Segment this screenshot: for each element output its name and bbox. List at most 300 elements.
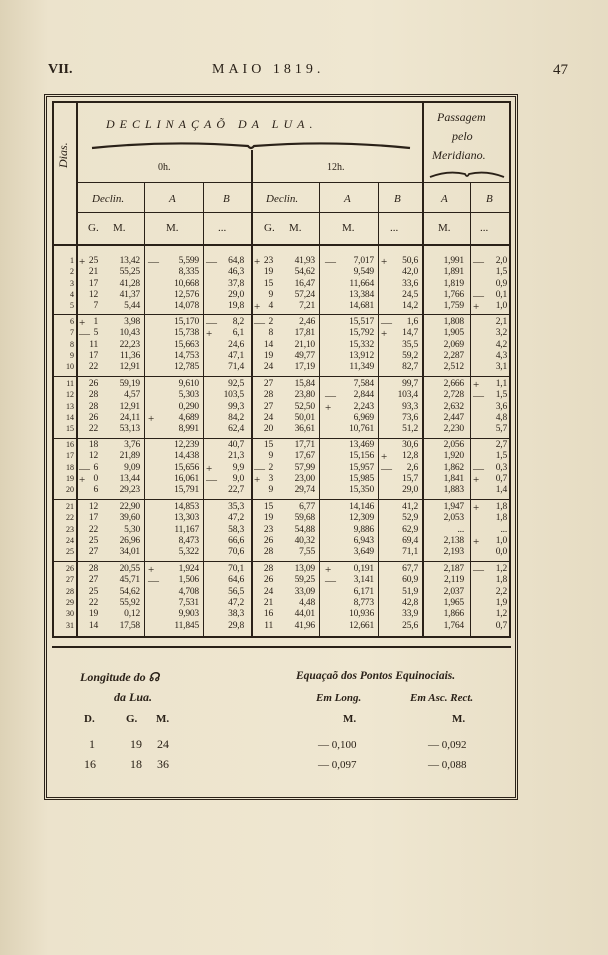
cell-a0: 7,531 [178,597,199,608]
cell-a0: 11,167 [174,524,199,535]
cell-a0: 13,303 [174,513,199,524]
cell-m1: 39,60 [119,513,140,524]
cell-a0: 5,303 [178,390,199,401]
cell-m2: 52,50 [294,401,315,412]
cell-sa12: — [325,575,336,588]
cell-b0: 9,9 [232,462,244,473]
cell-b12: 59,2 [402,350,418,361]
lon-header-g: G. [126,713,138,725]
cell-pa: 1,866 [443,609,464,620]
cell-a0: 4,708 [178,586,199,597]
cell-g2: 9 [268,451,273,462]
cell-pa: 2,069 [443,339,464,350]
cell-days: 31 [66,620,74,630]
unit-a-pass: M. [438,222,451,234]
cell-m2: 44,01 [294,609,315,620]
cell-b0: 47,1 [228,350,244,361]
col-b-pass: B [486,193,493,205]
cell-g2: 15 [263,278,273,289]
cell-a12: 0,191 [353,564,374,574]
cell-a12: 6,171 [353,586,374,597]
cell-b12: 60,9 [402,575,418,586]
cell-pb: 4,2 [495,339,507,350]
cell-a12: 14,146 [349,502,374,512]
cell-pb: 0,9 [495,278,507,289]
cell-sb0: — [206,317,217,329]
cell-pb: 1,0 [495,535,507,546]
cell-a0: 14,438 [174,451,199,462]
cell-a0: 8,335 [178,267,199,278]
cell-days: 24 [66,535,74,545]
cell-pa: 2,230 [443,424,464,435]
cell-pb: 1,5 [495,390,507,401]
cell-spb: — [473,390,484,403]
cell-m2: 7,21 [299,301,315,312]
cell-b12: 30,6 [402,440,418,450]
cell-g2: 24 [263,586,273,597]
cell-b0: 99,3 [228,401,244,412]
cell-b12: 51,2 [402,424,418,435]
cell-a0: 5,599 [178,256,199,266]
cell-sign2: — [254,317,265,329]
cell-g1: 22 [88,424,98,435]
cell-m1: 12,91 [119,362,140,373]
eq-row-2-asc: — 0,088 [428,759,467,771]
cell-pa: 2,728 [443,390,464,401]
cell-g2: 16 [263,609,273,620]
cell-m2: 54,88 [294,524,315,535]
cell-g2: 28 [263,564,273,574]
cell-g2: 15 [263,502,273,512]
cell-g1: 28 [88,564,98,574]
cell-pa: 2,138 [443,535,464,546]
cell-b0: 62,4 [228,424,244,435]
cell-days: 29 [66,597,74,607]
cell-g2: 23 [263,524,273,535]
cell-m1: 41,28 [119,278,140,289]
page-number: 47 [553,62,568,78]
cell-pa: 1,862 [443,462,464,473]
cell-pb: 5,7 [495,424,507,435]
cell-pa: 1,841 [443,473,464,484]
cell-g1: 25 [88,256,98,266]
cell-b0: 9,0 [232,473,244,484]
cell-a12: 10,761 [349,424,374,435]
cell-m1: 55,25 [119,267,140,278]
cell-m2: 36,61 [294,424,315,435]
cell-g2: 23 [263,256,273,266]
cell-b12: 50,6 [402,256,418,266]
cell-pa: 2,447 [443,412,464,423]
cell-sa0: — [148,575,159,588]
cell-m2: 57,24 [294,289,315,300]
cell-g2: 27 [263,401,273,412]
cell-m1: 26,96 [119,535,140,546]
unit-b-pass: ... [480,222,489,234]
cell-m2: 17,19 [294,362,315,373]
cell-a12: 15,517 [349,317,374,327]
cell-a12: 13,469 [349,440,374,450]
cell-b12: 14,7 [402,328,418,339]
cell-b12: 25,6 [402,620,418,631]
cell-a12: 6,943 [353,535,374,546]
cell-a12: 7,584 [353,379,374,389]
cell-m2: 41,96 [294,620,315,631]
cell-pa: 2,056 [443,440,464,450]
cell-a0: 8,991 [178,424,199,435]
cell-spb: — [473,564,484,576]
cell-a12: 3,649 [353,547,374,558]
cell-days: 11 [66,379,74,388]
passage-title-2: pelo [452,129,473,143]
cell-m2: 15,84 [294,379,315,389]
cell-m2: 7,55 [299,547,315,558]
cell-pb: 2,2 [495,586,507,597]
cell-a0: 9,610 [178,379,199,389]
cell-g1: 12 [88,502,98,512]
cell-days: 20 [66,485,74,495]
cell-a12: 13,384 [349,289,374,300]
cell-days: 27 [66,575,74,585]
cell-pb: 0,0 [495,547,507,558]
cell-m1: 34,01 [119,547,140,558]
cell-a12: 2,844 [353,390,374,401]
cell-a0: 5,322 [178,547,199,558]
cell-g2: 4 [268,301,273,312]
cell-a0: 15,170 [174,317,199,327]
cell-pb: 1,9 [495,597,507,608]
passage-title-3: Meridiano. [432,148,486,162]
cell-b12: 99,7 [402,379,418,389]
cell-m2: 16,47 [294,278,315,289]
cell-b12: 103,4 [397,390,418,401]
cell-g2: 26 [263,535,273,546]
cell-pa: 1,759 [443,301,464,312]
cell-g2: 15 [263,440,273,450]
cell-m1: 3,98 [124,317,140,327]
running-header [48,62,568,82]
cell-a0: 14,078 [174,301,199,312]
cell-m2: 29,74 [294,485,315,496]
cell-pa: 1,764 [443,620,464,631]
cell-m2: 50,01 [294,412,315,423]
cell-g1: 26 [88,412,98,423]
cell-sb0: — [206,473,217,486]
cell-b12: 51,9 [402,586,418,597]
cell-m1: 5,44 [124,301,140,312]
cell-days: 7 [70,328,74,338]
unit-b-0: ... [218,222,227,234]
cell-a0: 10,668 [174,278,199,289]
cell-sign2: + [254,301,261,314]
cell-sb0: + [206,328,213,341]
cell-b0: 92,5 [228,379,244,389]
cell-a0: 1,924 [178,564,199,574]
cell-g1: 19 [88,609,98,620]
cell-b0: 35,3 [228,502,244,512]
cell-a0: 15,663 [174,339,199,350]
cell-m2: 59,25 [294,575,315,586]
cell-b12: 24,5 [402,289,418,300]
cell-b12: 35,5 [402,339,418,350]
col-b-0: B [223,193,230,205]
cell-days: 18 [66,462,74,472]
cell-g1: 22 [88,362,98,373]
cell-pa: 1,947 [443,502,464,512]
cell-b0: 103,5 [223,390,244,401]
cell-b0: 22,7 [228,485,244,496]
cell-pa: 1,905 [443,328,464,339]
cell-b0: 84,2 [228,412,244,423]
cell-a0: 0,290 [178,401,199,412]
cell-a0: 15,791 [174,485,199,496]
cell-spb: — [473,462,484,475]
cell-b12: 41,2 [402,502,418,512]
cell-g1: 17 [88,513,98,524]
cell-days: 16 [66,440,74,449]
cell-m2: 33,09 [294,586,315,597]
cell-pa: 2,632 [443,401,464,412]
cell-pb: 4,3 [495,350,507,361]
cell-b0: 6,1 [232,328,244,339]
cell-a0: 12,239 [174,440,199,450]
cell-m1: 11,36 [119,350,140,361]
cell-a12: 9,886 [353,524,374,535]
cell-b12: 1,6 [406,317,418,327]
cell-sa0: + [148,412,155,425]
cell-pb: 3,1 [495,362,507,373]
cell-pb: 1,5 [495,267,507,278]
eq-row-1-asc: — 0,092 [428,739,467,751]
cell-m1: 55,92 [119,597,140,608]
cell-b12: 14,2 [402,301,418,312]
cell-a0: 11,845 [174,620,199,631]
cell-a0: 1,506 [178,575,199,586]
cell-m2: 4,48 [299,597,315,608]
cell-m2: 21,10 [294,339,315,350]
cell-m1: 9,09 [124,462,140,473]
cell-sign1: — [79,328,90,341]
cell-a12: 15,792 [349,328,374,339]
cell-days: 12 [66,390,74,400]
cell-m1: 59,19 [119,379,140,389]
cell-m1: 17,58 [119,620,140,631]
cell-days: 26 [66,564,74,573]
cell-sign1: — [79,462,90,475]
col-declin-12: Declin. [266,193,299,205]
cell-b12: 73,6 [402,412,418,423]
cell-g1: 14 [88,620,98,631]
cell-days: 10 [66,362,74,372]
cell-sb12: + [381,328,388,341]
cell-g2: 21 [263,597,273,608]
cell-days: 6 [70,317,74,326]
cell-g2: 9 [268,485,273,496]
col-declin-0: Declin. [92,193,125,205]
cell-a12: 10,936 [349,609,374,620]
unit-b-12: ... [390,222,399,234]
cell-m1: 20,55 [119,564,140,574]
cell-g1: 26 [88,379,98,389]
cell-g2: 9 [268,289,273,300]
cell-pb: 3,2 [495,328,507,339]
cell-pa: 1,920 [443,451,464,462]
cell-b12: 52,9 [402,513,418,524]
cell-a12: 11,349 [349,362,374,373]
unit-a-0: M. [166,222,179,234]
cell-a12: 11,664 [349,278,374,289]
cell-pa: 2,119 [443,575,464,586]
cell-m1: 21,89 [119,451,140,462]
cell-a12: 15,985 [349,473,374,484]
cell-pa: 2,053 [443,513,464,524]
cell-m1: 41,37 [119,289,140,300]
cell-g2: 20 [263,424,273,435]
cell-a12: 9,549 [353,267,374,278]
cell-a0: 15,738 [174,328,199,339]
unit-m-12: M. [289,222,302,234]
cell-g2: 2 [268,462,273,473]
cell-a0: 9,903 [178,609,199,620]
cell-a12: 2,243 [353,401,374,412]
cell-b12: 33,6 [402,278,418,289]
cell-pa: 1,883 [443,485,464,496]
cell-g1: 22 [88,597,98,608]
cell-b12: 29,0 [402,485,418,496]
cell-pb: 0,7 [495,473,507,484]
cell-spb: — [473,256,484,268]
longitude-title: Longitude do ☊ [80,670,160,684]
cell-days: 9 [70,350,74,360]
cell-m2: 54,62 [294,267,315,278]
cell-b0: 58,3 [228,524,244,535]
cell-a0: 4,689 [178,412,199,423]
cell-sa12: — [325,390,336,403]
cell-days: 2 [70,267,74,277]
cell-pb: 1,5 [495,451,507,462]
cell-g2: 2 [268,317,273,327]
cell-g1: 21 [88,267,98,278]
equation-title: Equaçaõ dos Pontos Equinociais. [296,670,456,682]
cell-pb: 2,7 [495,440,507,450]
cell-days: 13 [66,401,74,411]
cell-b12: 93,3 [402,401,418,412]
lon-row-1-day: 1 [89,737,95,751]
cell-b0: 70,1 [228,564,244,574]
cell-m1: 4,57 [124,390,140,401]
cell-g2: 19 [263,513,273,524]
cell-days: 15 [66,424,74,434]
cell-b0: 46,3 [228,267,244,278]
cell-g1: 12 [88,451,98,462]
cell-a12: 3,141 [353,575,374,586]
cell-spb: + [473,502,480,514]
cell-b0: 24,6 [228,339,244,350]
cell-a12: 12,661 [349,620,374,631]
eq-unit-long: M. [343,713,357,725]
cell-b0: 38,3 [228,609,244,620]
lon-row-1-deg: 19 [130,737,142,751]
cell-days: 5 [70,301,74,311]
cell-m1: 22,23 [119,339,140,350]
cell-g2: 14 [263,339,273,350]
cell-sa0: + [148,564,155,576]
cell-b12: 42,0 [402,267,418,278]
unit-m-0: M. [113,222,126,234]
cell-g2: 19 [263,267,273,278]
cell-days: 22 [66,513,74,523]
cell-m2: 17,67 [294,451,315,462]
cell-sa0: — [148,256,159,268]
eq-row-1-long: — 0,100 [318,739,357,751]
longitude-subtitle: da Lua. [114,690,153,704]
cell-sign2: + [254,256,261,268]
cell-a0: 12,785 [174,362,199,373]
unit-g-12: G. [264,222,275,234]
cell-m2: 2,46 [299,317,315,327]
cell-b12: 62,9 [402,524,418,535]
cell-spb: — [473,289,484,302]
eq-row-2-long: — 0,097 [318,759,357,771]
hour-12-label: 12h. [327,162,345,173]
cell-pb: 1,2 [495,609,507,620]
cell-b12: 15,7 [402,473,418,484]
cell-g1: 28 [88,390,98,401]
cell-g2: 26 [263,575,273,586]
cell-m1: 54,62 [119,586,140,597]
cell-a0: 15,656 [174,462,199,473]
cell-b0: 40,7 [228,440,244,450]
cell-m1: 13,44 [119,473,140,484]
table-title: DECLINAÇAÕ DA LUA. [106,117,318,131]
lon-row-2-day: 16 [84,757,96,771]
cell-m2: 23,00 [294,473,315,484]
cell-g2: 19 [263,350,273,361]
cell-a12: 12,309 [349,513,374,524]
cell-pb: 2,1 [495,317,507,327]
cell-sign2: + [254,473,261,486]
passage-swash-icon [428,168,506,180]
cell-pa: 2,666 [443,379,464,389]
cell-g1: 12 [88,289,98,300]
cell-b12: 82,7 [402,362,418,373]
cell-a0: 8,473 [178,535,199,546]
cell-days: 1 [70,256,74,265]
cell-b12: 69,4 [402,535,418,546]
cell-pa: ... [457,524,464,535]
cell-g2: 28 [263,390,273,401]
cell-b0: 19,8 [228,301,244,312]
cell-spb: + [473,535,480,548]
cell-g1: 27 [88,575,98,586]
cell-pa: 2,193 [443,547,464,558]
cell-days: 30 [66,609,74,619]
cell-b0: 21,3 [228,451,244,462]
cell-g1: 27 [88,547,98,558]
lon-header-d: D. [84,713,95,725]
cell-g2: 8 [268,328,273,339]
cell-a12: 15,350 [349,485,374,496]
cell-sb12: + [381,451,388,464]
cell-days: 21 [66,502,74,511]
cell-m1: 22,90 [119,502,140,512]
cell-days: 17 [66,451,74,461]
cell-m2: 17,71 [294,440,315,450]
cell-spb: + [473,301,480,314]
cell-sb0: — [206,256,217,268]
cell-pa: 1,965 [443,597,464,608]
cell-m1: 3,76 [124,440,140,450]
